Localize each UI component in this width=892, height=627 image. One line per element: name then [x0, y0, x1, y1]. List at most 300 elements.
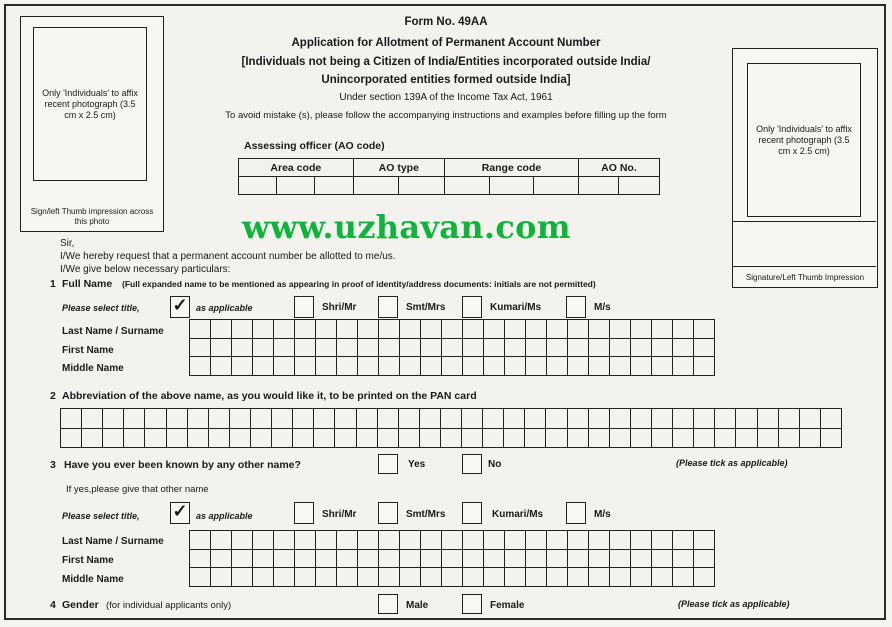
abbrev-char-box[interactable]	[82, 429, 103, 449]
other-name-char-box[interactable]	[484, 568, 505, 587]
watermark-text: www.uzhavan.com	[242, 208, 571, 246]
abbrev-char-box[interactable]	[357, 429, 378, 449]
q1-name-grid[interactable]	[189, 319, 715, 376]
name-char-box[interactable]	[274, 357, 295, 376]
abbrev-char-box[interactable]	[736, 409, 757, 429]
other-name-char-box[interactable]	[379, 568, 400, 587]
ao-type-header: AO type	[353, 159, 444, 177]
name-char-box[interactable]	[274, 339, 295, 358]
other-name-char-box[interactable]	[190, 531, 211, 550]
abbrev-char-box[interactable]	[568, 409, 589, 429]
name-char-box[interactable]	[421, 357, 442, 376]
other-name-char-box[interactable]	[337, 568, 358, 587]
q3-name-grid[interactable]	[189, 530, 715, 587]
right-photo-text: Only 'Individuals' to affix recent photograph (3.5 cm x 2.5 cm)	[756, 123, 852, 156]
other-name-char-box[interactable]	[610, 550, 631, 569]
name-char-box[interactable]	[631, 320, 652, 339]
abbrev-char-box[interactable]	[272, 409, 293, 429]
name-char-box[interactable]	[379, 320, 400, 339]
name-char-box[interactable]	[673, 339, 694, 358]
other-name-char-box[interactable]	[190, 550, 211, 569]
other-name-char-box[interactable]	[232, 550, 253, 569]
q2-number: 2	[50, 390, 56, 402]
name-char-box[interactable]	[337, 357, 358, 376]
abbrev-char-box[interactable]	[673, 409, 694, 429]
other-name-char-box[interactable]	[589, 531, 610, 550]
other-name-char-box[interactable]	[337, 550, 358, 569]
q3-shri-checkbox[interactable]	[294, 502, 314, 524]
q1-select-title: Please select title,	[62, 303, 140, 313]
q4-female-checkbox[interactable]	[462, 594, 482, 614]
ao-code-table	[238, 158, 660, 195]
abbrev-char-box[interactable]	[399, 409, 420, 429]
abbrev-char-box[interactable]	[483, 429, 504, 449]
q1-shri-checkbox[interactable]	[294, 296, 314, 318]
name-char-box[interactable]	[232, 357, 253, 376]
other-name-char-box[interactable]	[316, 550, 337, 569]
abbrev-char-box[interactable]	[821, 429, 842, 449]
other-name-char-box[interactable]	[568, 550, 589, 569]
name-char-box[interactable]	[379, 339, 400, 358]
name-char-box[interactable]	[589, 320, 610, 339]
name-char-box[interactable]	[610, 320, 631, 339]
left-photo-caption: Sign/left Thumb impression across this photo	[30, 207, 154, 226]
other-name-char-box[interactable]	[652, 531, 673, 550]
right-photo-box	[732, 48, 878, 288]
left-photo-area[interactable]	[33, 27, 147, 181]
name-char-box[interactable]	[379, 357, 400, 376]
ao-heading: Assessing officer (AO code)	[244, 140, 385, 152]
other-name-char-box[interactable]	[631, 550, 652, 569]
check-icon: ✓	[172, 295, 188, 315]
abbrev-char-box[interactable]	[546, 429, 567, 449]
ao-area-code-box[interactable]	[315, 177, 353, 195]
ao-no-box[interactable]	[619, 177, 660, 195]
other-name-char-box[interactable]	[526, 568, 547, 587]
other-name-char-box[interactable]	[484, 550, 505, 569]
other-name-char-box[interactable]	[589, 568, 610, 587]
abbrev-char-box[interactable]	[293, 409, 314, 429]
name-char-box[interactable]	[589, 357, 610, 376]
abbrev-char-box[interactable]	[145, 409, 166, 429]
abbrev-char-box[interactable]	[167, 409, 188, 429]
name-char-box[interactable]	[547, 339, 568, 358]
name-char-box[interactable]	[673, 357, 694, 376]
q1-last-name-label: Last Name / Surname	[62, 326, 164, 337]
form-subtitle-line2: Unincorporated entities formed outside India]	[321, 74, 571, 86]
other-name-char-box[interactable]	[211, 550, 232, 569]
name-char-box[interactable]	[463, 320, 484, 339]
abbrev-char-box[interactable]	[61, 429, 82, 449]
abbrev-char-box[interactable]	[694, 429, 715, 449]
abbrev-char-box[interactable]	[420, 409, 441, 429]
abbrev-char-box[interactable]	[589, 429, 610, 449]
name-char-box[interactable]	[358, 357, 379, 376]
other-name-char-box[interactable]	[694, 550, 715, 569]
name-char-box[interactable]	[463, 357, 484, 376]
name-char-box[interactable]	[211, 339, 232, 358]
ao-range-code-box[interactable]	[444, 177, 489, 195]
abbrev-char-box[interactable]	[378, 409, 399, 429]
q3-kumari-checkbox[interactable]	[462, 502, 482, 524]
other-name-char-box[interactable]	[547, 550, 568, 569]
ao-area-code-header: Area code	[239, 159, 354, 177]
abbrev-char-box[interactable]	[230, 409, 251, 429]
abbrev-char-box[interactable]	[145, 429, 166, 449]
name-char-box[interactable]	[484, 357, 505, 376]
abbrev-char-box[interactable]	[821, 409, 842, 429]
other-name-char-box[interactable]	[652, 568, 673, 587]
abbrev-char-box[interactable]	[251, 409, 272, 429]
q4-tick-note: (Please tick as applicable)	[678, 599, 790, 609]
name-char-box[interactable]	[253, 357, 274, 376]
ao-range-code-box[interactable]	[489, 177, 534, 195]
name-char-box[interactable]	[505, 320, 526, 339]
other-name-char-box[interactable]	[190, 568, 211, 587]
other-name-char-box[interactable]	[358, 531, 379, 550]
name-char-box[interactable]	[190, 320, 211, 339]
other-name-char-box[interactable]	[631, 531, 652, 550]
abbrev-char-box[interactable]	[124, 429, 145, 449]
name-char-box[interactable]	[652, 357, 673, 376]
q3-title-checkbox-selected[interactable]	[170, 502, 190, 524]
other-name-char-box[interactable]	[316, 568, 337, 587]
other-name-char-box[interactable]	[505, 550, 526, 569]
ao-area-code-box[interactable]	[277, 177, 315, 195]
ao-range-code-header: Range code	[444, 159, 578, 177]
name-char-box[interactable]	[631, 339, 652, 358]
other-name-char-box[interactable]	[526, 550, 547, 569]
other-name-char-box[interactable]	[694, 568, 715, 587]
abbrev-char-box[interactable]	[462, 429, 483, 449]
q3-kumari-label: Kumari/Ms	[492, 509, 544, 520]
abbrev-char-box[interactable]	[631, 429, 652, 449]
q1-number: 1	[50, 278, 56, 290]
other-name-char-box[interactable]	[442, 531, 463, 550]
name-char-box[interactable]	[694, 320, 715, 339]
q1-title: Full Name	[62, 278, 113, 290]
abbrev-char-box[interactable]	[103, 409, 124, 429]
other-name-char-box[interactable]	[589, 550, 610, 569]
other-name-char-box[interactable]	[421, 568, 442, 587]
name-char-box[interactable]	[442, 320, 463, 339]
other-name-char-box[interactable]	[295, 568, 316, 587]
name-char-box[interactable]	[442, 357, 463, 376]
name-char-box[interactable]	[694, 357, 715, 376]
abbrev-char-box[interactable]	[800, 409, 821, 429]
name-char-box[interactable]	[400, 320, 421, 339]
right-signature-area[interactable]	[733, 221, 876, 267]
q1-kumari-label: Kumari/Ms	[490, 302, 542, 313]
other-name-char-box[interactable]	[463, 568, 484, 587]
abbrev-char-box[interactable]	[546, 409, 567, 429]
ao-type-box[interactable]	[399, 177, 445, 195]
abbrev-char-box[interactable]	[272, 429, 293, 449]
left-photo-text: Only 'Individuals' to affix recent photograph (3.5 cm x 2.5 cm)	[42, 87, 138, 120]
other-name-char-box[interactable]	[442, 550, 463, 569]
form-number: Form No. 49AA	[404, 16, 488, 28]
name-char-box[interactable]	[295, 339, 316, 358]
abbrev-char-box[interactable]	[715, 409, 736, 429]
other-name-char-box[interactable]	[673, 531, 694, 550]
name-char-box[interactable]	[358, 339, 379, 358]
name-char-box[interactable]	[274, 320, 295, 339]
abbrev-char-box[interactable]	[124, 409, 145, 429]
name-char-box[interactable]	[463, 339, 484, 358]
abbrev-char-box[interactable]	[568, 429, 589, 449]
abbrev-char-box[interactable]	[335, 409, 356, 429]
abbrev-char-box[interactable]	[462, 409, 483, 429]
other-name-char-box[interactable]	[295, 550, 316, 569]
other-name-char-box[interactable]	[673, 568, 694, 587]
q3-ms-checkbox[interactable]	[566, 502, 586, 524]
name-char-box[interactable]	[652, 339, 673, 358]
name-char-box[interactable]	[253, 339, 274, 358]
q1-middle-name-label: Middle Name	[62, 363, 124, 374]
abbrev-char-box[interactable]	[483, 409, 504, 429]
abbrev-char-box[interactable]	[230, 429, 251, 449]
ao-type-box[interactable]	[353, 177, 399, 195]
q1-title-checkbox-selected[interactable]	[170, 296, 190, 318]
other-name-char-box[interactable]	[316, 531, 337, 550]
other-name-char-box[interactable]	[631, 568, 652, 587]
abbrev-char-box[interactable]	[525, 409, 546, 429]
name-char-box[interactable]	[295, 320, 316, 339]
abbrev-char-box[interactable]	[525, 429, 546, 449]
name-char-box[interactable]	[232, 320, 253, 339]
other-name-char-box[interactable]	[421, 531, 442, 550]
other-name-char-box[interactable]	[610, 568, 631, 587]
name-char-box[interactable]	[232, 339, 253, 358]
salutation: Sir,	[60, 238, 75, 249]
particulars-line: I/We give below necessary particulars:	[60, 264, 231, 275]
abbrev-char-box[interactable]	[188, 429, 209, 449]
q4-female-label: Female	[490, 600, 525, 611]
other-name-char-box[interactable]	[568, 568, 589, 587]
q1-ms-label: M/s	[594, 302, 611, 313]
other-name-char-box[interactable]	[232, 531, 253, 550]
abbrev-char-box[interactable]	[715, 429, 736, 449]
name-char-box[interactable]	[610, 339, 631, 358]
abbrev-char-box[interactable]	[357, 409, 378, 429]
abbrev-char-box[interactable]	[736, 429, 757, 449]
q3-no-label: No	[488, 459, 502, 470]
other-name-char-box[interactable]	[526, 531, 547, 550]
q3-if-yes: If yes,please give that other name	[66, 484, 209, 495]
q1-kumari-checkbox[interactable]	[462, 296, 482, 318]
q1-note: (Full expanded name to be mentioned as appearing in proof of identity/address documents: initials are not permitted)	[122, 279, 596, 289]
other-name-char-box[interactable]	[610, 531, 631, 550]
q2-title: Abbreviation of the above name, as you would like it, to be printed on the PAN card	[62, 390, 477, 402]
name-char-box[interactable]	[211, 320, 232, 339]
other-name-char-box[interactable]	[568, 531, 589, 550]
other-name-char-box[interactable]	[358, 568, 379, 587]
ao-area-code-box[interactable]	[239, 177, 277, 195]
other-name-char-box[interactable]	[652, 550, 673, 569]
name-char-box[interactable]	[316, 320, 337, 339]
abbrev-char-box[interactable]	[504, 429, 525, 449]
other-name-char-box[interactable]	[253, 531, 274, 550]
other-name-char-box[interactable]	[274, 531, 295, 550]
name-char-box[interactable]	[190, 339, 211, 358]
name-char-box[interactable]	[505, 357, 526, 376]
other-name-char-box[interactable]	[400, 568, 421, 587]
name-char-box[interactable]	[253, 320, 274, 339]
name-char-box[interactable]	[295, 357, 316, 376]
q4-male-label: Male	[406, 600, 429, 611]
abbrev-char-box[interactable]	[314, 409, 335, 429]
name-char-box[interactable]	[505, 339, 526, 358]
q4-male-checkbox[interactable]	[378, 594, 398, 614]
q4-title: Gender	[62, 599, 99, 611]
q3-yes-label: Yes	[408, 459, 426, 470]
abbrev-char-box[interactable]	[188, 409, 209, 429]
q3-no-checkbox[interactable]	[462, 454, 482, 474]
other-name-char-box[interactable]	[211, 568, 232, 587]
q4-note: (for individual applicants only)	[106, 600, 232, 611]
abbrev-char-box[interactable]	[758, 429, 779, 449]
q3-title: Have you ever been known by any other name?	[64, 459, 301, 471]
name-char-box[interactable]	[694, 339, 715, 358]
other-name-char-box[interactable]	[232, 568, 253, 587]
ao-range-code-box[interactable]	[534, 177, 579, 195]
form-page	[4, 4, 886, 620]
abbrev-char-box[interactable]	[504, 409, 525, 429]
name-char-box[interactable]	[190, 357, 211, 376]
request-line: I/We hereby request that a permanent account number be allotted to me/us.	[60, 251, 396, 262]
name-char-box[interactable]	[211, 357, 232, 376]
other-name-char-box[interactable]	[673, 550, 694, 569]
name-char-box[interactable]	[400, 339, 421, 358]
name-char-box[interactable]	[589, 339, 610, 358]
name-char-box[interactable]	[568, 357, 589, 376]
abbrev-char-box[interactable]	[694, 409, 715, 429]
abbrev-char-box[interactable]	[314, 429, 335, 449]
abbrev-char-box[interactable]	[420, 429, 441, 449]
other-name-char-box[interactable]	[400, 531, 421, 550]
abbrev-char-box[interactable]	[610, 429, 631, 449]
name-char-box[interactable]	[400, 357, 421, 376]
name-char-box[interactable]	[652, 320, 673, 339]
other-name-char-box[interactable]	[274, 568, 295, 587]
other-name-char-box[interactable]	[253, 568, 274, 587]
other-name-char-box[interactable]	[505, 531, 526, 550]
name-char-box[interactable]	[568, 339, 589, 358]
name-char-box[interactable]	[610, 357, 631, 376]
name-char-box[interactable]	[526, 339, 547, 358]
q3-yes-checkbox[interactable]	[378, 454, 398, 474]
name-char-box[interactable]	[631, 357, 652, 376]
other-name-char-box[interactable]	[505, 568, 526, 587]
other-name-char-box[interactable]	[400, 550, 421, 569]
other-name-char-box[interactable]	[694, 531, 715, 550]
abbrev-char-box[interactable]	[103, 429, 124, 449]
abbrev-char-box[interactable]	[652, 429, 673, 449]
other-name-char-box[interactable]	[547, 531, 568, 550]
name-char-box[interactable]	[484, 320, 505, 339]
name-char-box[interactable]	[484, 339, 505, 358]
abbrev-char-box[interactable]	[758, 409, 779, 429]
name-char-box[interactable]	[337, 320, 358, 339]
other-name-char-box[interactable]	[379, 531, 400, 550]
q3-smt-checkbox[interactable]	[378, 502, 398, 524]
name-char-box[interactable]	[421, 339, 442, 358]
form-instruction: To avoid mistake (s), please follow the accompanying instructions and examples before filling up the form	[225, 110, 667, 121]
other-name-char-box[interactable]	[253, 550, 274, 569]
other-name-char-box[interactable]	[211, 531, 232, 550]
name-char-box[interactable]	[358, 320, 379, 339]
q2-abbreviation-grid[interactable]	[60, 408, 842, 448]
abbrev-char-box[interactable]	[209, 429, 230, 449]
ao-no-box[interactable]	[578, 177, 619, 195]
other-name-char-box[interactable]	[421, 550, 442, 569]
abbrev-char-box[interactable]	[610, 409, 631, 429]
name-char-box[interactable]	[316, 357, 337, 376]
abbrev-char-box[interactable]	[251, 429, 272, 449]
other-name-char-box[interactable]	[463, 531, 484, 550]
abbrev-char-box[interactable]	[61, 409, 82, 429]
name-char-box[interactable]	[547, 357, 568, 376]
name-char-box[interactable]	[547, 320, 568, 339]
abbrev-char-box[interactable]	[800, 429, 821, 449]
abbrev-char-box[interactable]	[209, 409, 230, 429]
check-icon: ✓	[172, 501, 188, 521]
abbrev-char-box[interactable]	[589, 409, 610, 429]
abbrev-char-box[interactable]	[673, 429, 694, 449]
other-name-char-box[interactable]	[379, 550, 400, 569]
right-photo-area[interactable]	[747, 63, 861, 217]
left-photo-box	[20, 16, 164, 232]
form-title: Application for Allotment of Permanent Account Number	[291, 37, 601, 49]
other-name-char-box[interactable]	[337, 531, 358, 550]
abbrev-char-box[interactable]	[779, 409, 800, 429]
abbrev-char-box[interactable]	[631, 409, 652, 429]
abbrev-char-box[interactable]	[399, 429, 420, 449]
other-name-char-box[interactable]	[442, 568, 463, 587]
name-char-box[interactable]	[526, 320, 547, 339]
abbrev-char-box[interactable]	[167, 429, 188, 449]
abbrev-char-box[interactable]	[441, 429, 462, 449]
other-name-char-box[interactable]	[484, 531, 505, 550]
q3-ms-label: M/s	[594, 509, 611, 520]
abbrev-char-box[interactable]	[293, 429, 314, 449]
abbrev-char-box[interactable]	[652, 409, 673, 429]
name-char-box[interactable]	[568, 320, 589, 339]
name-char-box[interactable]	[337, 339, 358, 358]
q1-ms-checkbox[interactable]	[566, 296, 586, 318]
abbrev-char-box[interactable]	[335, 429, 356, 449]
abbrev-char-box[interactable]	[82, 409, 103, 429]
name-char-box[interactable]	[421, 320, 442, 339]
form-section: Under section 139A of the Income Tax Act, 1961	[339, 92, 553, 103]
other-name-char-box[interactable]	[547, 568, 568, 587]
name-char-box[interactable]	[316, 339, 337, 358]
name-char-box[interactable]	[526, 357, 547, 376]
q1-smt-checkbox[interactable]	[378, 296, 398, 318]
name-char-box[interactable]	[673, 320, 694, 339]
ao-no-header: AO No.	[578, 159, 659, 177]
other-name-char-box[interactable]	[274, 550, 295, 569]
other-name-char-box[interactable]	[358, 550, 379, 569]
name-char-box[interactable]	[442, 339, 463, 358]
abbrev-char-box[interactable]	[779, 429, 800, 449]
q3-middle-name-label: Middle Name	[62, 574, 124, 585]
abbrev-char-box[interactable]	[378, 429, 399, 449]
other-name-char-box[interactable]	[463, 550, 484, 569]
q3-tick-note: (Please tick as applicable)	[676, 458, 788, 468]
other-name-char-box[interactable]	[295, 531, 316, 550]
abbrev-char-box[interactable]	[441, 409, 462, 429]
